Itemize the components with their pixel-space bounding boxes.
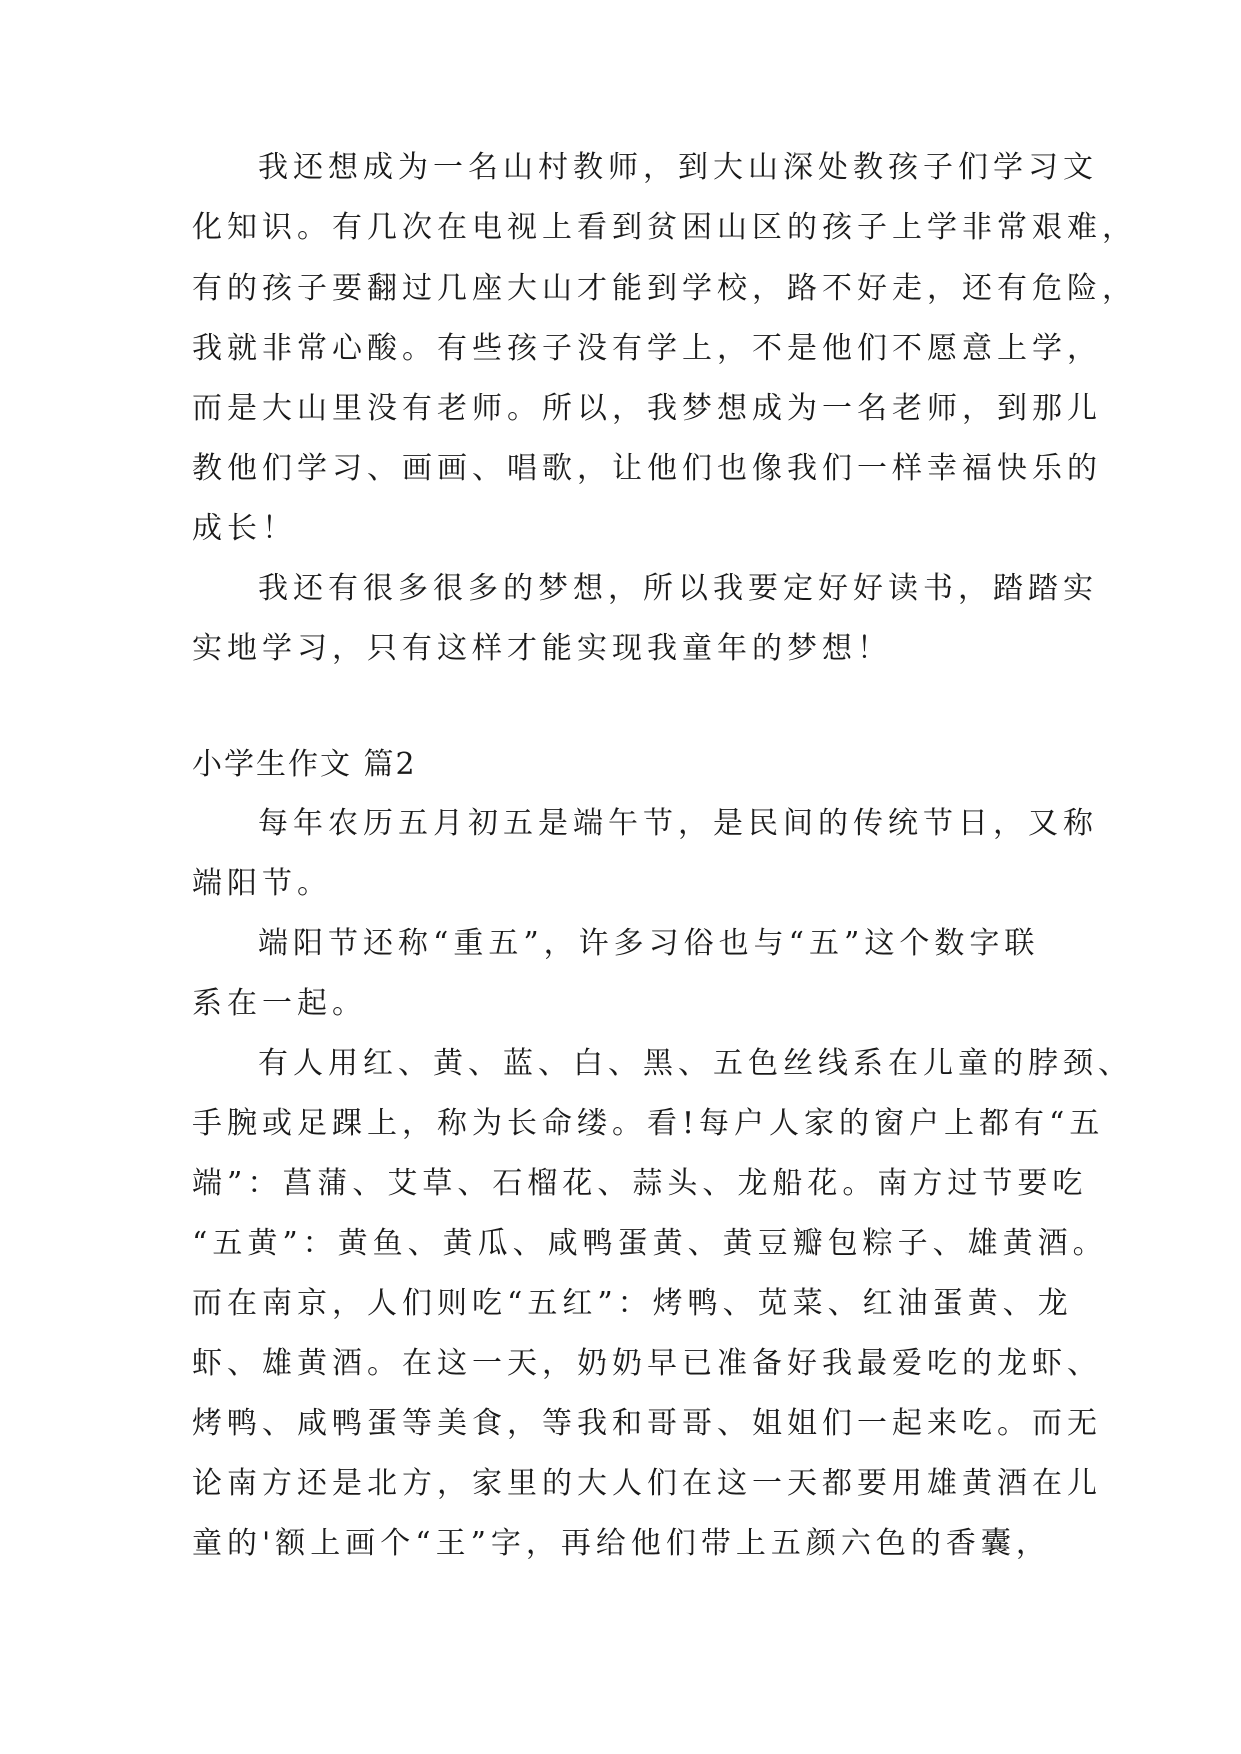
paragraph-line: 端阳节还称“重五”，许多习俗也与“五”这个数字联 bbox=[258, 926, 1040, 961]
paragraph-line: 虾、雄黄酒。在这一天，奶奶早已准备好我最爱吃的龙虾、 bbox=[192, 1346, 1102, 1381]
paragraph-line: 论南方还是北方，家里的大人们在这一天都要用雄黄酒在儿 bbox=[192, 1466, 1102, 1501]
paragraph-line: 而在南京，人们则吃“五红”：烤鸭、苋菜、红油蛋黄、龙 bbox=[192, 1286, 1073, 1321]
paragraph-line: 端阳节。 bbox=[192, 866, 332, 901]
section-title: 小学生作文 篇2 bbox=[192, 747, 417, 782]
paragraph-line: 教他们学习、画画、唱歌，让他们也像我们一样幸福快乐的 bbox=[192, 451, 1102, 486]
paragraph-line: 端”：菖蒲、艾草、石榴花、蒜头、龙船花。南方过节要吃 bbox=[192, 1166, 1088, 1201]
paragraph-line: 烤鸭、咸鸭蛋等美食，等我和哥哥、姐姐们一起来吃。而无 bbox=[192, 1406, 1102, 1441]
paragraph-line: 有人用红、黄、蓝、白、黑、五色丝线系在儿童的脖颈、 bbox=[258, 1046, 1133, 1081]
paragraph-line: 实地学习，只有这样才能实现我童年的梦想！ bbox=[192, 631, 892, 666]
paragraph-line: 而是大山里没有老师。所以，我梦想成为一名老师，到那儿 bbox=[192, 391, 1102, 426]
paragraph-line: 手腕或足踝上，称为长命缕。看!每户人家的窗户上都有“五 bbox=[192, 1106, 1105, 1141]
paragraph-line: 我还想成为一名山村教师，到大山深处教孩子们学习文 bbox=[258, 150, 1098, 185]
paragraph-line: 我还有很多很多的梦想，所以我要定好好读书，踏踏实 bbox=[258, 571, 1098, 606]
paragraph-line: 我就非常心酸。有些孩子没有学上，不是他们不愿意上学， bbox=[192, 331, 1102, 366]
paragraph-line: 每年农历五月初五是端午节，是民间的传统节日，又称 bbox=[258, 806, 1098, 841]
paragraph-line: “五黄”：黄鱼、黄瓜、咸鸭蛋黄、黄豆瓣包粽子、雄黄酒。 bbox=[192, 1226, 1108, 1261]
paragraph-line: 有的孩子要翻过几座大山才能到学校，路不好走，还有危险， bbox=[192, 271, 1137, 306]
paragraph-line: 化知识。有几次在电视上看到贫困山区的孩子上学非常艰难， bbox=[192, 210, 1137, 245]
paragraph-line: 成长！ bbox=[192, 511, 297, 546]
paragraph-line: 童的'额上画个“王”字，再给他们带上五颜六色的香囊， bbox=[192, 1526, 1051, 1561]
paragraph-line: 系在一起。 bbox=[192, 986, 367, 1021]
